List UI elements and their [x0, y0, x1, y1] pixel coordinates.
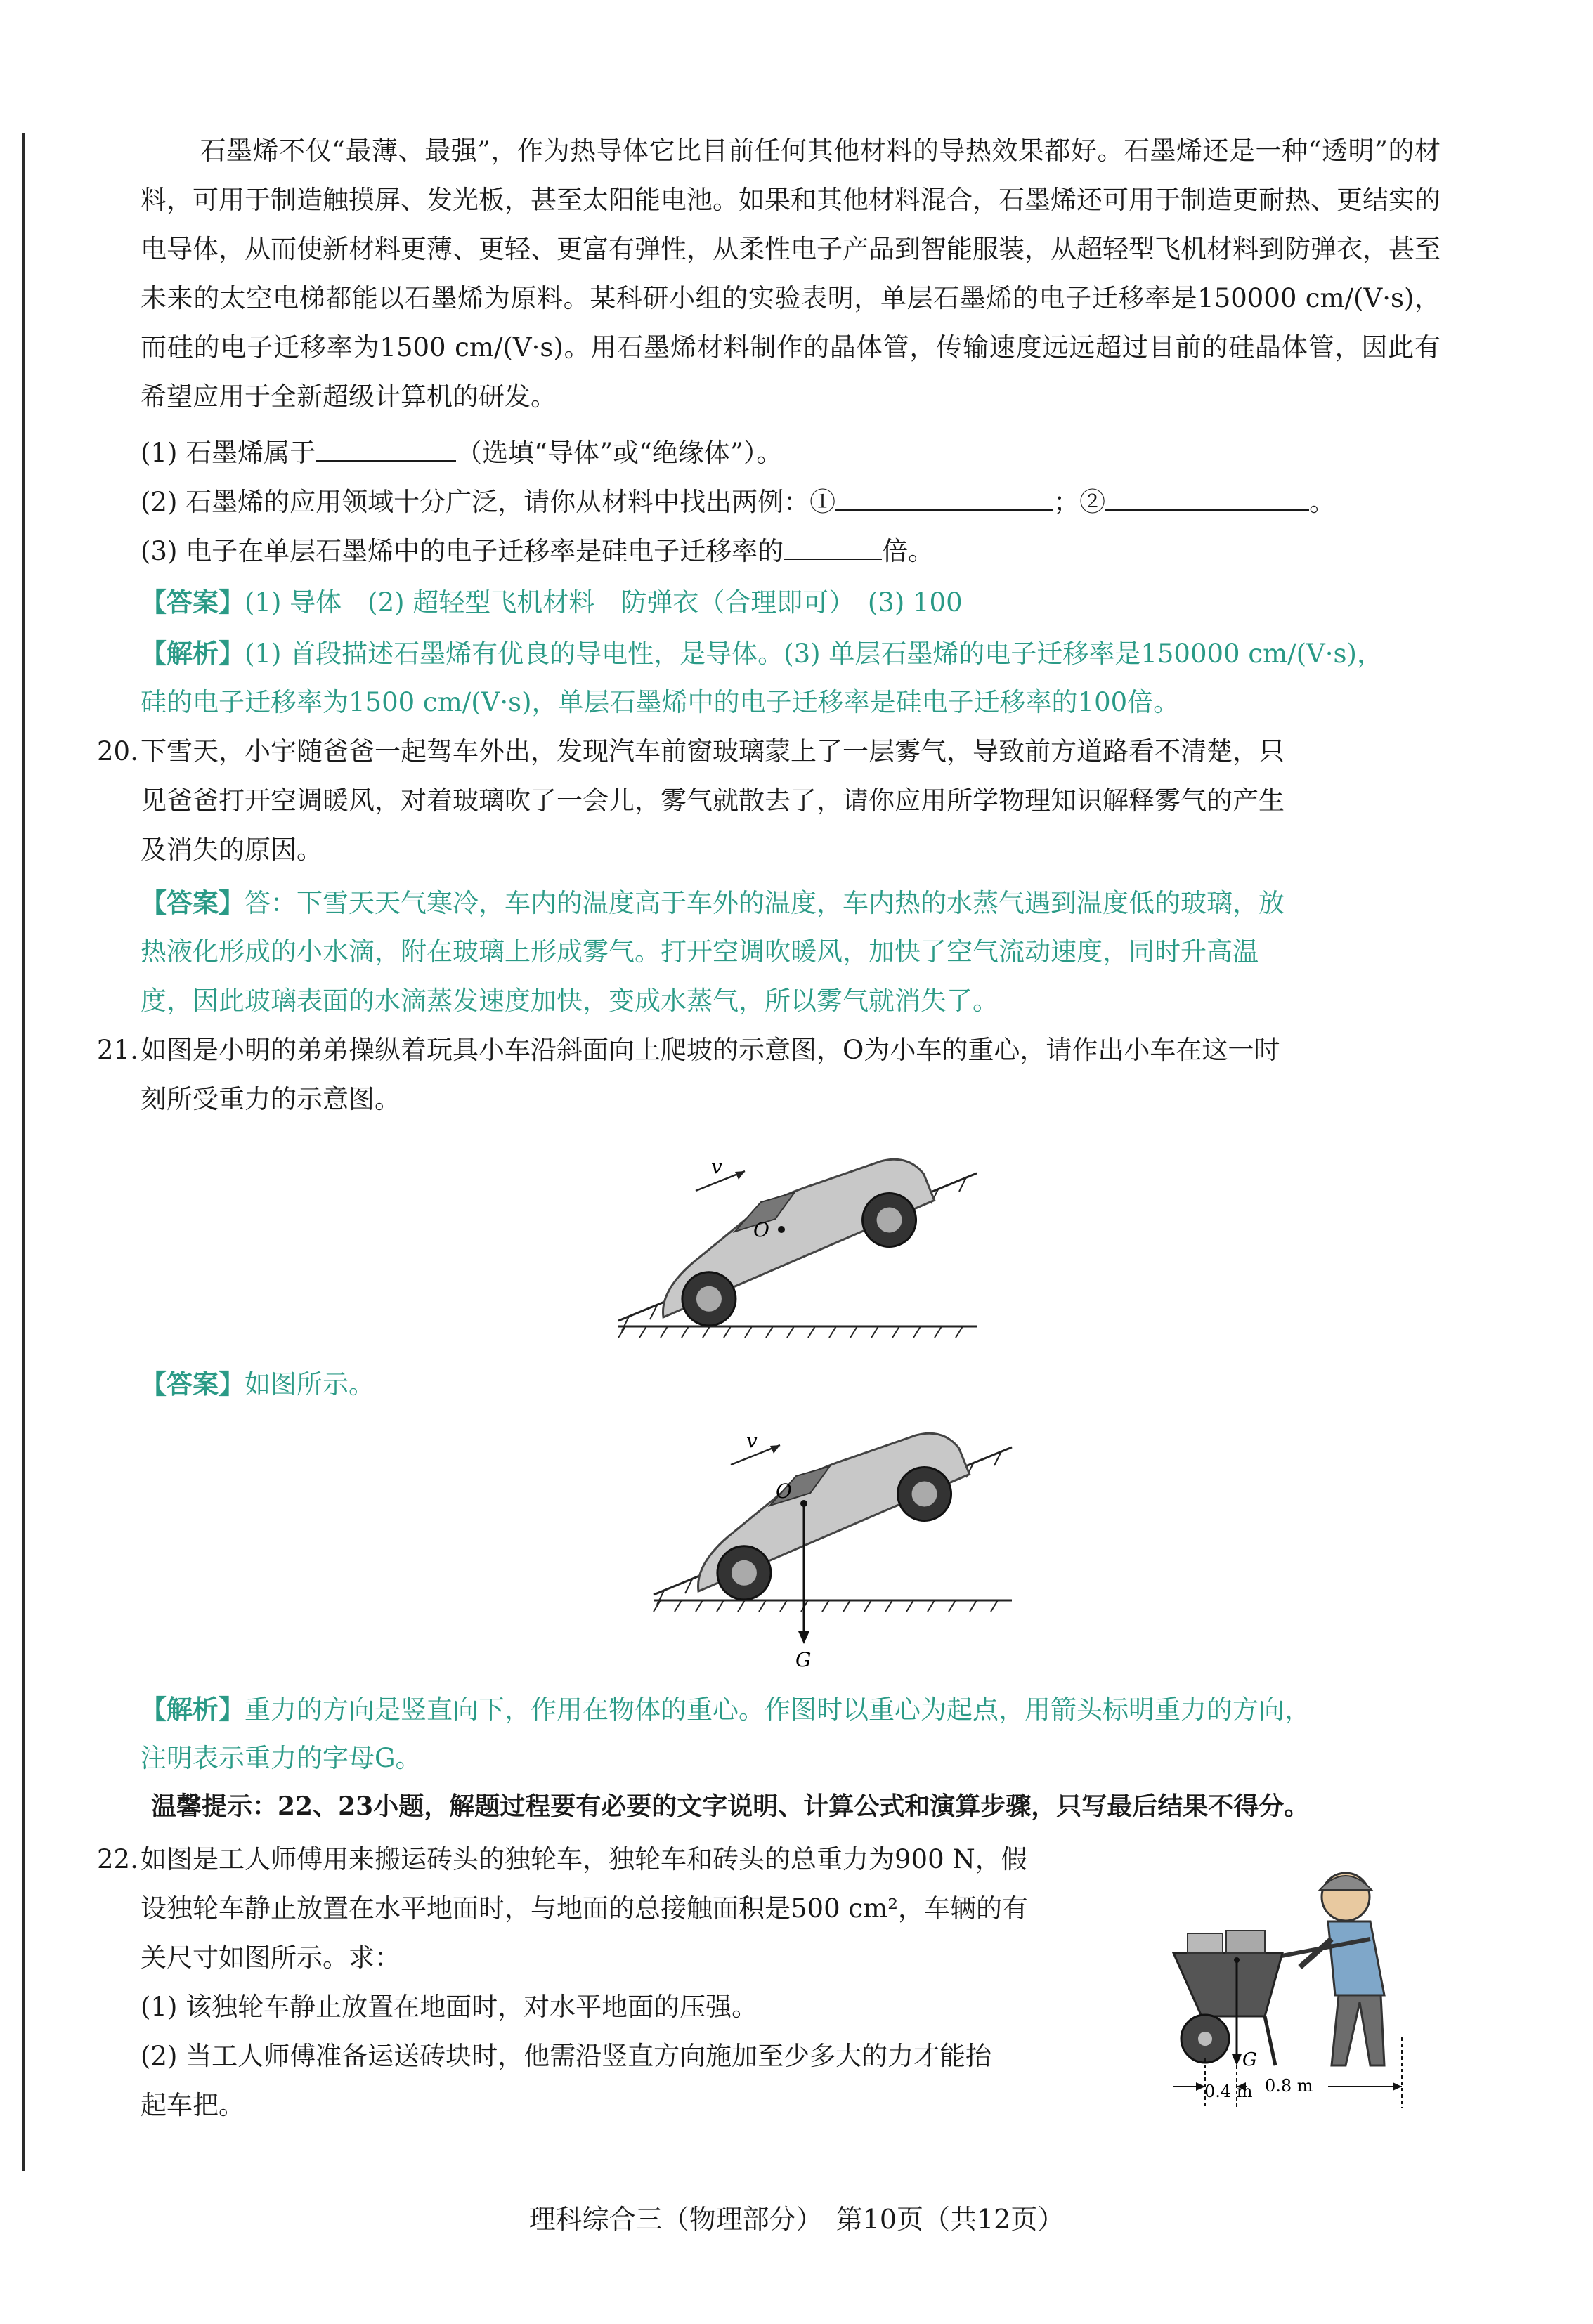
q22-number: 22. — [97, 1844, 138, 1874]
q22-line3: 关尺寸如图所示。求： — [141, 1943, 401, 1973]
q20-number: 20. — [97, 736, 138, 766]
q20-answer-line2: 热液化形成的小水滴，附在玻璃上形成雾气。打开空调吹暖风，加快了空气流动速度，同时升高温 — [141, 936, 1259, 967]
q22-sub1: (1) 该独轮车静止放置在地面时，对水平地面的压强。 — [141, 1992, 758, 2022]
intro-paragraph: 石墨烯不仅“最薄、最强”，作为热导体它比目前任何其他材料的导热效果都好。石墨烯还是一种“透明”的材料，可用于制造触摸屏、发光板，甚至太阳能电池。如果和其他材料混合，石墨烯还可用于制造更耐热、更结实的电导体，从而使新材料更薄、更轻、更富有弹性，从柔性电子产品到智能服装，从超轻型飞机材料到防弹衣，甚至未来的太空电梯都能以石墨烯为原料。某科研小组的实验表明，单层石墨烯的电子迁移率是150000 cm/(V·s)，而硅的电子迁移率为1500 cm/(V·s)。用石墨烯材料制作的晶体管，传输速度远远超过目前的硅晶体管，因此有希望应用于全新超级计算机的研发。 — [141, 136, 1441, 412]
q22-sub2-line1: (2) 当工人师傅准备运送砖块时，他需沿竖直方向施加至少多大的力才能抬 — [141, 2041, 992, 2071]
q19-sub1: (1) 石墨烯属于 （选填“导体”或“绝缘体”）。 — [141, 429, 782, 478]
ground-line-2 — [654, 1600, 1012, 1612]
q19-sub3-blank[interactable] — [784, 532, 882, 560]
q21-analysis-line1: 【解析】重力的方向是竖直向下，作用在物体的重心。作图时以重心为起点，用箭头标明重力的方向， — [141, 1694, 1311, 1725]
worker — [1300, 1873, 1384, 2065]
center-of-gravity-dot — [778, 1226, 785, 1233]
page-footer: 理科综合三（物理部分） 第10页（共12页） — [528, 2204, 1065, 2235]
q20-line2: 见爸爸打开空调暖风，对着玻璃吹了一会儿，雾气就散去了，请你应用所学物理知识解释雾气的产生 — [141, 785, 1285, 816]
dimension-0-4m: 0.4 m — [1204, 2082, 1253, 2101]
toy-car — [637, 1142, 947, 1342]
wheelbarrow-figure — [1159, 1855, 1455, 2115]
q22-sub2-line2: 起车把。 — [141, 2090, 245, 2120]
weight-label: G — [1242, 2049, 1257, 2070]
velocity-label-2: v — [746, 1429, 758, 1452]
ground-line — [618, 1326, 977, 1338]
q22-line1: 如图是工人师傅用来搬运砖头的独轮车，独轮车和砖头的总重力为900 N，假 — [141, 1844, 1027, 1874]
q21-line2: 刻所受重力的示意图。 — [141, 1084, 401, 1114]
q20-line1: 下雪天，小宇随爸爸一起驾车外出，发现汽车前窗玻璃蒙上了一层雾气，导致前方道路看不清楚，只 — [141, 736, 1285, 766]
q20-answer-line1: 【答案】答：下雪天天气寒冷，车内的温度高于车外的温度，车内热的水蒸气遇到温度低的玻璃，放 — [141, 887, 1285, 918]
q19-sub2-blank1[interactable] — [835, 483, 1053, 511]
q19-analysis-line1: 【解析】(1) 首段描述石墨烯有优良的导电性，是导体。(3) 单层石墨烯的电子迁移率是150000 cm/(V·s)， — [141, 638, 1383, 669]
dimension-0-8m: 0.8 m — [1265, 2076, 1313, 2096]
q19-sub2-blank2[interactable] — [1105, 483, 1309, 511]
q19-sub3: (3) 电子在单层石墨烯中的电子迁移率是硅电子迁移率的 倍。 — [141, 527, 934, 576]
velocity-label: v — [711, 1155, 722, 1178]
center-label: O — [753, 1218, 769, 1241]
q21-line1: 如图是小明的弟弟操纵着玩具小车沿斜面向上爬坡的示意图，O为小车的重心，请作出小车在这一时 — [141, 1035, 1280, 1065]
car-gravity-figure — [632, 1412, 1026, 1672]
warm-tip: 温馨提示：22、23小题，解题过程要有必要的文字说明、计算公式和演算步骤，只写最后结果不得分。 — [151, 1791, 1310, 1821]
q20-answer-line3: 度，因此玻璃表面的水滴蒸发速度加快，变成水蒸气，所以雾气就消失了。 — [141, 986, 999, 1016]
q19-answer: 【答案】(1) 导体 (2) 超轻型飞机材料 防弹衣（合理即可） (3) 100 — [141, 587, 963, 618]
margin-line — [22, 133, 25, 2171]
q21-analysis-line2: 注明表示重力的字母G。 — [141, 1743, 422, 1773]
q19-sub2: (2) 石墨烯的应用领域十分广泛，请你从材料中找出两例：① ；② 。 — [141, 478, 1335, 527]
q21-number: 21. — [97, 1035, 138, 1065]
center-label-2: O — [776, 1480, 792, 1503]
gravity-label: G — [795, 1648, 812, 1671]
q22-line2: 设独轮车静止放置在水平地面时，与地面的总接触面积是500 cm²，车辆的有 — [141, 1893, 1029, 1924]
q21-answer: 【答案】如图所示。 — [141, 1369, 375, 1399]
car-slope-figure — [597, 1138, 991, 1342]
q20-line3: 及消失的原因。 — [141, 835, 323, 865]
q19-sub1-blank[interactable] — [316, 433, 456, 462]
q19-analysis-line2: 硅的电子迁移率为1500 cm/(V·s)，单层石墨烯中的电子迁移率是硅电子迁移率的100倍。 — [141, 687, 1180, 717]
toy-car-2 — [672, 1416, 982, 1616]
